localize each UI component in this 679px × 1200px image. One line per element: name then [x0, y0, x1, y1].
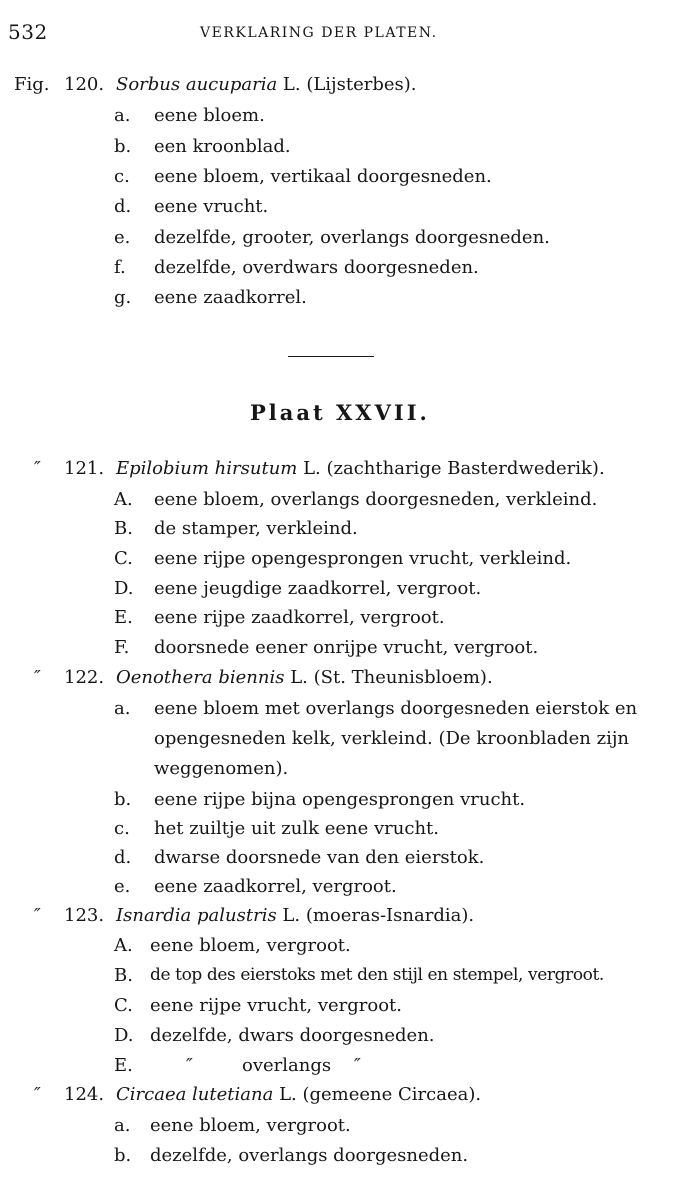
item-text: eene rijpe bijna opengesprongen vrucht. — [154, 789, 526, 810]
list-item — [0, 548, 679, 572]
list-item — [0, 789, 679, 813]
item-letter: c. — [114, 818, 130, 839]
item-text: het zuiltje uit zulk eene vrucht. — [154, 818, 440, 839]
item-text: doorsnede eener onrijpe vrucht, vergroot. — [154, 637, 539, 658]
fig-number: 122. — [64, 667, 105, 688]
item-text: dezelfde, overlangs doorgesneden. — [150, 1145, 469, 1166]
item-text: eene zaadkorrel. — [154, 287, 307, 308]
item-text: dezelfde, grooter, overlangs doorgesneden. — [154, 227, 550, 248]
item-text: eene rijpe opengesprongen vrucht, verkleind. — [154, 548, 572, 569]
item-text: dezelfde, dwars doorgesneden. — [150, 1025, 435, 1046]
item-letter: b. — [114, 136, 132, 157]
item-text: eene bloem, overlangs doorgesneden, verkleind. — [154, 489, 598, 510]
list-item — [0, 847, 679, 871]
item-letter: g. — [114, 287, 132, 308]
ditto-mark: ″ — [186, 1055, 193, 1076]
item-letter: D. — [114, 578, 134, 599]
author-abbrev: L. — [297, 458, 327, 479]
ditto-mark: ″ — [354, 1055, 361, 1076]
fig-number: 124. — [64, 1084, 105, 1105]
fig-122-heading — [0, 667, 679, 691]
item-text: dezelfde, overdwars doorgesneden. — [154, 257, 479, 278]
item-letter: A. — [114, 935, 133, 956]
item-letter: A. — [114, 489, 133, 510]
fig-123-heading — [0, 905, 679, 929]
list-item — [0, 257, 679, 281]
list-item-continuation — [0, 758, 679, 782]
fig-number: 121. — [64, 458, 105, 479]
ditto-mark: ″ — [34, 458, 41, 479]
item-letter: C. — [114, 995, 133, 1016]
fig-number: 120. — [64, 74, 105, 95]
item-letter: b. — [114, 1145, 132, 1166]
list-item — [0, 965, 679, 989]
item-text: eene jeugdige zaadkorrel, vergroot. — [154, 578, 482, 599]
item-text: eene rijpe vrucht, vergroot. — [150, 995, 403, 1016]
fig-caption — [116, 1084, 481, 1105]
common-name: (Lijsterbes). — [306, 74, 417, 95]
common-name: (moeras-Isnardia). — [305, 905, 475, 926]
item-letter: a. — [114, 105, 131, 126]
item-text: de stamper, verkleind. — [154, 518, 358, 539]
section-divider — [288, 356, 374, 357]
fig-caption — [116, 667, 493, 688]
list-item — [0, 1025, 679, 1049]
author-abbrev: L. — [273, 1084, 303, 1105]
item-letter: E. — [114, 1055, 133, 1076]
fig-caption — [116, 74, 417, 95]
fig-caption — [116, 458, 605, 479]
item-text: overlangs — [242, 1055, 332, 1076]
page-number: 532 — [8, 20, 48, 44]
item-letter: e. — [114, 876, 131, 897]
item-text: de top des eierstoks met den stijl en stempel, vergroot. — [150, 965, 604, 985]
item-letter: a. — [114, 1115, 131, 1136]
list-item — [0, 136, 679, 160]
list-item — [0, 818, 679, 842]
item-letter: B. — [114, 965, 133, 986]
item-text: eene bloem, vergroot. — [150, 1115, 351, 1136]
item-letter: d. — [114, 196, 132, 217]
list-item — [0, 489, 679, 513]
item-letter: c. — [114, 166, 130, 187]
item-letter: D. — [114, 1025, 134, 1046]
item-text: eene bloem, vergroot. — [150, 935, 351, 956]
list-item — [0, 227, 679, 251]
item-text: eene bloem met overlangs doorgesneden eierstok en — [154, 698, 638, 719]
scientific-name: Circaea lutetiana — [116, 1084, 274, 1105]
fig-caption — [116, 905, 474, 926]
item-text: opengesneden kelk, verkleind. (De kroonbladen zijn — [154, 728, 629, 749]
list-item — [0, 1115, 679, 1139]
item-text: eene rijpe zaadkorrel, vergroot. — [154, 607, 445, 628]
fig-120-heading — [0, 74, 679, 98]
item-letter: C. — [114, 548, 133, 569]
item-letter: B. — [114, 518, 133, 539]
running-title: VERKLARING DER PLATEN. — [200, 25, 438, 41]
list-item — [0, 518, 679, 542]
list-item — [0, 105, 679, 129]
ditto-mark: ″ — [34, 905, 41, 926]
item-text: een kroonblad. — [154, 136, 291, 157]
fig-124-heading — [0, 1084, 679, 1108]
list-item — [0, 166, 679, 190]
item-text: weggenomen). — [154, 758, 289, 779]
list-item — [0, 876, 679, 900]
plate-title: Plaat XXVII. — [250, 400, 430, 425]
scientific-name: Oenothera biennis — [116, 667, 285, 688]
common-name: (St. Theunisbloem). — [313, 667, 493, 688]
item-text: eene vrucht. — [154, 196, 269, 217]
item-text: eene bloem. — [154, 105, 265, 126]
item-letter: e. — [114, 227, 131, 248]
list-item — [0, 698, 679, 722]
fig-prefix: Fig. — [14, 74, 50, 95]
author-abbrev: L. — [276, 905, 306, 926]
common-name: (zachtharige Basterdwederik). — [326, 458, 605, 479]
ditto-mark: ″ — [34, 1084, 41, 1105]
item-letter: a. — [114, 698, 131, 719]
item-text: dwarse doorsnede van den eierstok. — [154, 847, 485, 868]
list-item — [0, 196, 679, 220]
list-item — [0, 287, 679, 311]
fig-121-heading — [0, 458, 679, 482]
common-name: (gemeene Circaea). — [302, 1084, 482, 1105]
list-item — [0, 1145, 679, 1169]
list-item — [0, 637, 679, 661]
scientific-name: Isnardia palustris — [116, 905, 277, 926]
item-letter: E. — [114, 607, 133, 628]
fig-number: 123. — [64, 905, 105, 926]
list-item — [0, 995, 679, 1019]
ditto-mark: ″ — [34, 667, 41, 688]
item-letter: b. — [114, 789, 132, 810]
list-item — [0, 578, 679, 602]
item-text: eene zaadkorrel, vergroot. — [154, 876, 397, 897]
scientific-name: Sorbus aucuparia — [116, 74, 278, 95]
scientific-name: Epilobium hirsutum — [116, 458, 298, 479]
item-letter: d. — [114, 847, 132, 868]
list-item — [0, 935, 679, 959]
list-item-ditto — [0, 1055, 679, 1079]
list-item — [0, 607, 679, 631]
item-text: eene bloem, vertikaal doorgesneden. — [154, 166, 492, 187]
author-abbrev: L. — [284, 667, 314, 688]
item-letter: f. — [114, 257, 126, 278]
list-item-continuation — [0, 728, 679, 752]
author-abbrev: L. — [277, 74, 307, 95]
item-letter: F. — [114, 637, 130, 658]
